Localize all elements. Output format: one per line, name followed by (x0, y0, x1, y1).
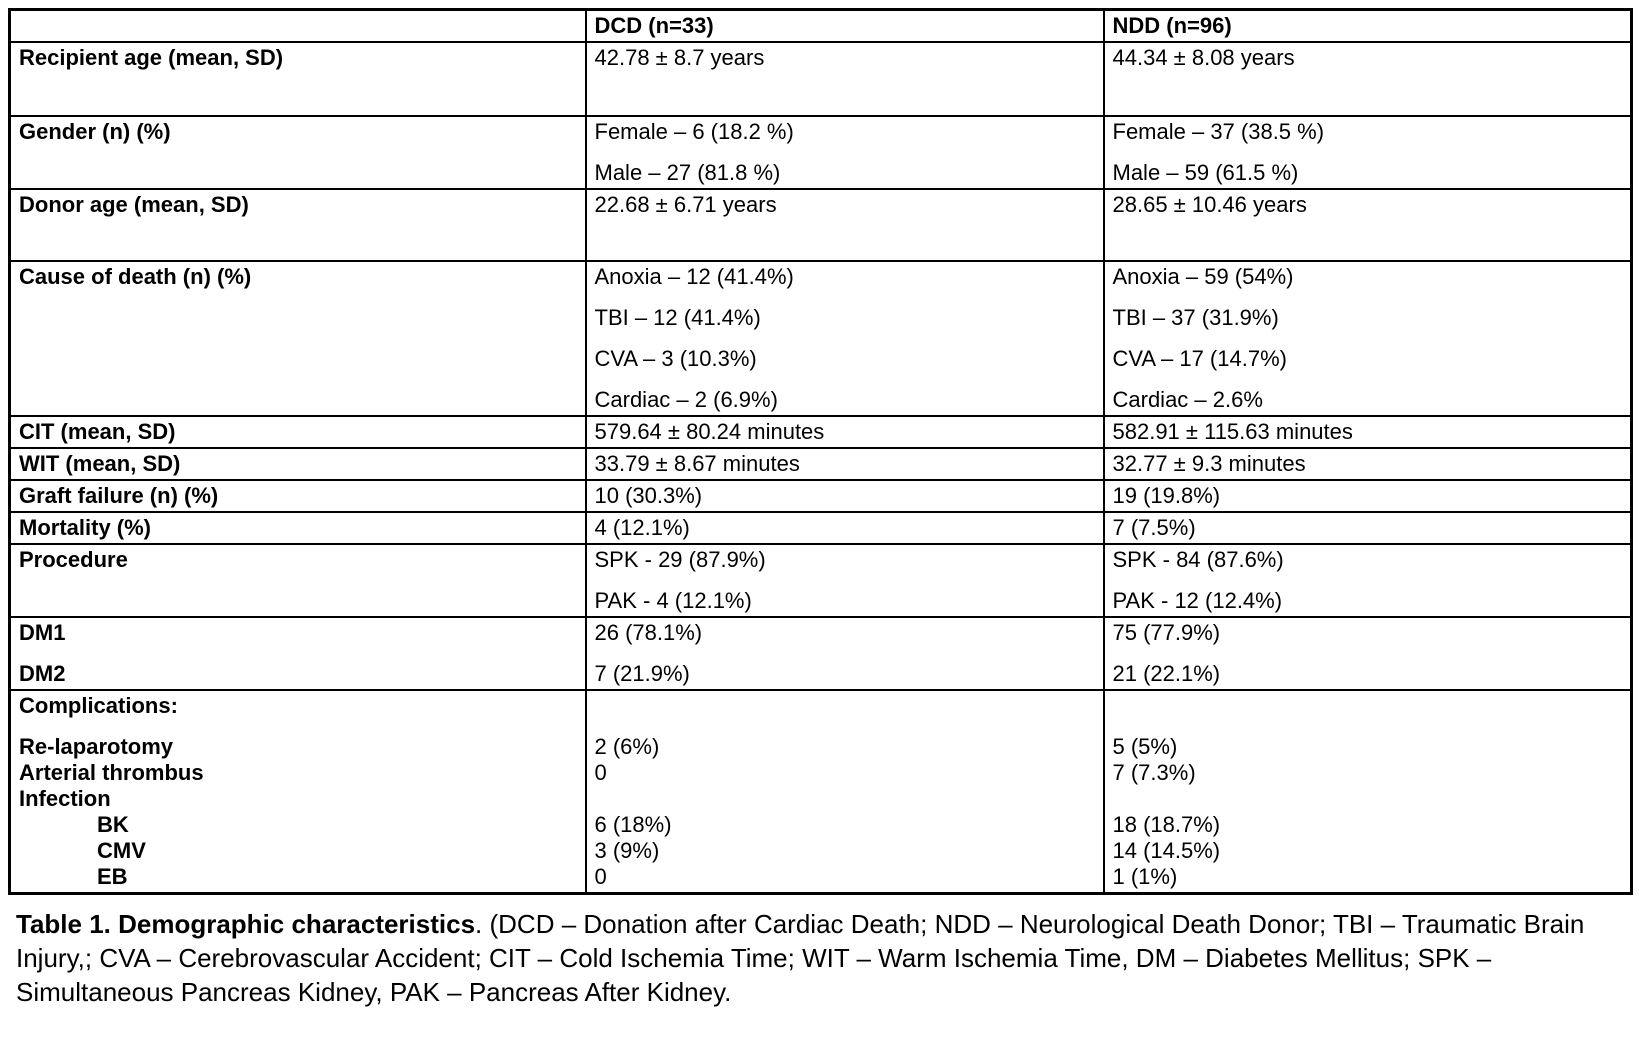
cell-wit-dcd: 33.79 ± 8.67 minutes (586, 448, 1104, 480)
cell-cause-ndd (1104, 261, 1632, 416)
cell-donor-age-dcd: 22.68 ± 6.71 years (586, 189, 1104, 261)
row-recipient-age (10, 42, 1632, 116)
cell-line: Arterial thrombus (19, 760, 204, 785)
cell-line: EB (97, 864, 128, 889)
cell-line: 14 (14.5%) (1112, 838, 1221, 863)
cell-line: CVA – 3 (10.3%) (594, 346, 757, 371)
cell-graft-label: Graft failure (n) (%) (10, 480, 586, 512)
cell-line: TBI – 12 (41.4%) (594, 305, 761, 330)
cell-line: Anoxia – 59 (54%) (1112, 264, 1294, 289)
cell-procedure-ndd (1104, 544, 1632, 617)
cell-line: PAK - 12 (12.4%) (1112, 588, 1283, 613)
cell-gender-ndd (1104, 116, 1632, 189)
cell-gender-dcd (586, 116, 1104, 189)
cell-line: 26 (78.1%) (594, 620, 703, 645)
cell-line: 0 (594, 864, 607, 889)
cell-complications-label (10, 690, 586, 894)
cell-line: Male – 59 (61.5 %) (1112, 160, 1299, 185)
cell-line: 2 (6%) (594, 734, 660, 759)
row-wit (10, 448, 1632, 480)
cell-header-dcd: DCD (n=33) (586, 10, 1104, 43)
cell-line: Female – 6 (18.2 %) (594, 119, 794, 144)
cell-line: Female – 37 (38.5 %) (1112, 119, 1325, 144)
cell-cit-ndd: 582.91 ± 115.63 minutes (1104, 416, 1632, 448)
cell-procedure-label: Procedure (10, 544, 586, 617)
cell-donor-age-label: Donor age (mean, SD) (10, 189, 586, 261)
cell-line: 7 (7.3%) (1112, 760, 1196, 785)
cell-line: 21 (22.1%) (1112, 661, 1221, 686)
cell-line: SPK - 84 (87.6%) (1112, 547, 1284, 572)
cell-graft-ndd: 19 (19.8%) (1104, 480, 1632, 512)
cell-recipient-age-ndd: 44.34 ± 8.08 years (1104, 42, 1632, 116)
cell-line: Anoxia – 12 (41.4%) (594, 264, 794, 289)
cell-line: TBI – 37 (31.9%) (1112, 305, 1279, 330)
demographics-table (8, 8, 1633, 895)
cell-graft-dcd: 10 (30.3%) (586, 480, 1104, 512)
cell-cit-dcd: 579.64 ± 80.24 minutes (586, 416, 1104, 448)
row-mortality (10, 512, 1632, 544)
cell-line: 3 (9%) (594, 838, 660, 863)
cell-header-ndd: NDD (n=96) (1104, 10, 1632, 43)
cell-line: Cardiac – 2.6% (1112, 387, 1263, 412)
row-cause-of-death (10, 261, 1632, 416)
cell-recipient-age-dcd: 42.78 ± 8.7 years (586, 42, 1104, 116)
cell-line: Infection (19, 786, 111, 811)
cell-cause-label: Cause of death (n) (%) (10, 261, 586, 416)
row-graft-failure (10, 480, 1632, 512)
row-cit (10, 416, 1632, 448)
cell-line: 6 (18%) (594, 812, 672, 837)
cell-line (595, 786, 1095, 812)
cell-line: CMV (97, 838, 146, 863)
cell-complications-dcd (586, 690, 1104, 894)
row-complications (10, 690, 1632, 894)
cell-mortality-ndd: 7 (7.5%) (1104, 512, 1632, 544)
row-donor-age (10, 189, 1632, 261)
cell-wit-label: WIT (mean, SD) (10, 448, 586, 480)
cell-line (1113, 693, 1623, 719)
cell-mortality-dcd: 4 (12.1%) (586, 512, 1104, 544)
cell-line: PAK - 4 (12.1%) (594, 588, 752, 613)
cell-line: Male – 27 (81.8 %) (594, 160, 781, 185)
cell-cit-label: CIT (mean, SD) (10, 416, 586, 448)
cell-procedure-dcd (586, 544, 1104, 617)
cell-line (595, 693, 1095, 719)
cell-recipient-age-label: Recipient age (mean, SD) (10, 42, 586, 116)
cell-line (1113, 786, 1623, 812)
cell-mortality-label: Mortality (%) (10, 512, 586, 544)
caption-text-line2: Injury,; CVA – Cerebrovascular Accident; CIT – Cold Ischemia Time; WIT – Warm Ischemia Time, DM – Diabetes Mellitus; SPK – (16, 943, 1492, 973)
row-gender (10, 116, 1632, 189)
cell-line: BK (97, 812, 129, 837)
row-procedure (10, 544, 1632, 617)
cell-gender-label: Gender (n) (%) (10, 116, 586, 189)
cell-line: Cardiac – 2 (6.9%) (594, 387, 778, 412)
cell-complications-ndd (1104, 690, 1632, 894)
cell-line: 75 (77.9%) (1112, 620, 1221, 645)
cell-dm-ndd (1104, 617, 1632, 690)
caption-text-line3: Simultaneous Pancreas Kidney, PAK – Pancreas After Kidney. (16, 977, 732, 1007)
cell-wit-ndd: 32.77 ± 9.3 minutes (1104, 448, 1632, 480)
cell-dm-label (10, 617, 586, 690)
table-caption (16, 907, 1616, 1009)
cell-line: 0 (594, 760, 607, 785)
row-dm (10, 617, 1632, 690)
cell-line: 7 (21.9%) (594, 661, 690, 686)
cell-cause-dcd (586, 261, 1104, 416)
cell-line: 1 (1%) (1112, 864, 1178, 889)
caption-title: Table 1. Demographic characteristics (16, 909, 476, 939)
cell-line: 5 (5%) (1112, 734, 1178, 759)
cell-line: Re-laparotomy (19, 734, 174, 759)
cell-line: Complications: (19, 693, 178, 718)
caption-text-line1: . (DCD – Donation after Cardiac Death; NDD – Neurological Death Donor; TBI – Traumatic Brain (475, 909, 1585, 939)
cell-line: DM1 (19, 620, 66, 645)
cell-line: 18 (18.7%) (1112, 812, 1221, 837)
table-header-row (10, 10, 1632, 43)
cell-header-empty (10, 10, 586, 43)
cell-line: CVA – 17 (14.7%) (1112, 346, 1287, 371)
cell-line: DM2 (19, 661, 66, 686)
cell-line: SPK - 29 (87.9%) (594, 547, 766, 572)
cell-dm-dcd (586, 617, 1104, 690)
cell-donor-age-ndd: 28.65 ± 10.46 years (1104, 189, 1632, 261)
